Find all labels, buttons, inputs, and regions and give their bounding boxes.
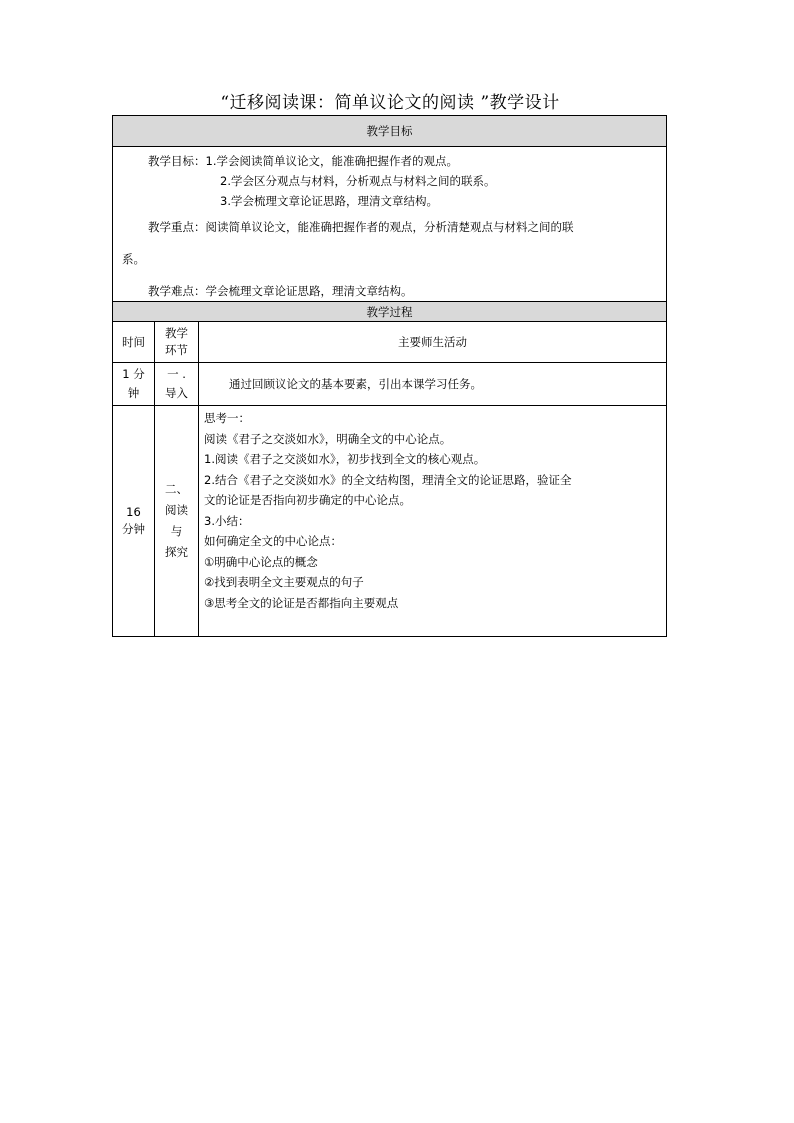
- activity-line: 3.小结：: [204, 513, 250, 528]
- activity-line: 阅读《君子之交淡如水》，明确全文的中心论点。: [204, 431, 452, 446]
- goals-header-row: [113, 116, 667, 147]
- process-header-row: [113, 302, 667, 322]
- table-row: [113, 406, 667, 637]
- activity-line: 文的论证是否指向初步确定的中心论点。: [204, 493, 411, 507]
- goal-line-1: [148, 153, 458, 169]
- difficulty-line: [148, 283, 413, 299]
- goals-cell: [113, 147, 667, 302]
- key-point-text: 阅读简单议论文，能准确把握作者的观点，分析清楚观点与材料之间的联: [205, 220, 574, 234]
- difficulty-label: 教学难点：: [148, 284, 206, 298]
- lesson-plan-table: [112, 115, 667, 637]
- goal-item-1: 1.学会阅读简单议论文，能准确把握作者的观点。: [205, 154, 458, 168]
- col-activity-header: 主要师生活动: [199, 322, 667, 363]
- time-line-1: 1 分: [122, 367, 145, 381]
- process-header: 教学过程: [113, 302, 667, 322]
- goal-item-3: 3.学会梳理文章论证思路，理清文章结构。: [220, 194, 438, 208]
- stage-line-4: 探究: [165, 545, 188, 559]
- activity-text: 通过回顾议论文的基本要素，引出本课学习任务。: [229, 376, 482, 391]
- column-header-row: [113, 322, 667, 363]
- activity-cell: [199, 363, 667, 406]
- page-title: “迁移阅读课：简单议论文的阅读 ”教学设计: [220, 93, 560, 113]
- time-line-2: 分钟: [122, 522, 145, 536]
- key-point-line-2: 系。: [122, 252, 145, 266]
- stage-line-2: 阅读: [165, 503, 188, 517]
- col-stage-header-line2: 环节: [165, 343, 188, 357]
- goals-row: [113, 147, 667, 302]
- stage-line-3: 与: [170, 524, 183, 538]
- time-cell: [113, 406, 155, 637]
- goal-label: 教学目标：: [148, 154, 206, 168]
- activity-line: 2.结合《君子之交淡如水》的全文结构图，理清全文的论证思路，验证全: [204, 472, 572, 487]
- time-cell: [113, 363, 155, 406]
- activity-line: ②找到表明全文主要观点的句子: [204, 575, 364, 589]
- activity-cell: [199, 406, 667, 637]
- stage-line-1: 一 .: [167, 367, 186, 381]
- stage-cell: [155, 406, 199, 637]
- stage-cell: [155, 363, 199, 406]
- activity-line: ③思考全文的论证是否都指向主要观点: [204, 595, 399, 610]
- stage-line-1: 二、: [165, 482, 188, 496]
- key-point-label: 教学重点：: [148, 220, 206, 234]
- activity-line: 如何确定全文的中心论点：: [204, 534, 342, 548]
- goals-header: 教学目标: [113, 116, 667, 147]
- table-row: [113, 363, 667, 406]
- col-time-header: 时间: [113, 322, 155, 363]
- activity-line: ①明确中心论点的概念: [204, 554, 318, 569]
- activity-line: 思考一：: [204, 411, 250, 425]
- col-stage-header: [155, 322, 199, 363]
- time-line-2: 钟: [127, 386, 140, 400]
- time-line-1: 16: [126, 505, 141, 519]
- goal-item-2: 2.学会区分观点与材料，分析观点与材料之间的联系。: [220, 174, 496, 188]
- key-point-line-1: [148, 219, 574, 235]
- col-stage-header-line1: 教学: [165, 326, 188, 340]
- stage-line-2: 导入: [165, 386, 188, 400]
- activity-line: 1.阅读《君子之交淡如水》，初步找到全文的核心观点。: [204, 452, 486, 466]
- difficulty-text: 学会梳理文章论证思路，理清文章结构。: [205, 284, 413, 298]
